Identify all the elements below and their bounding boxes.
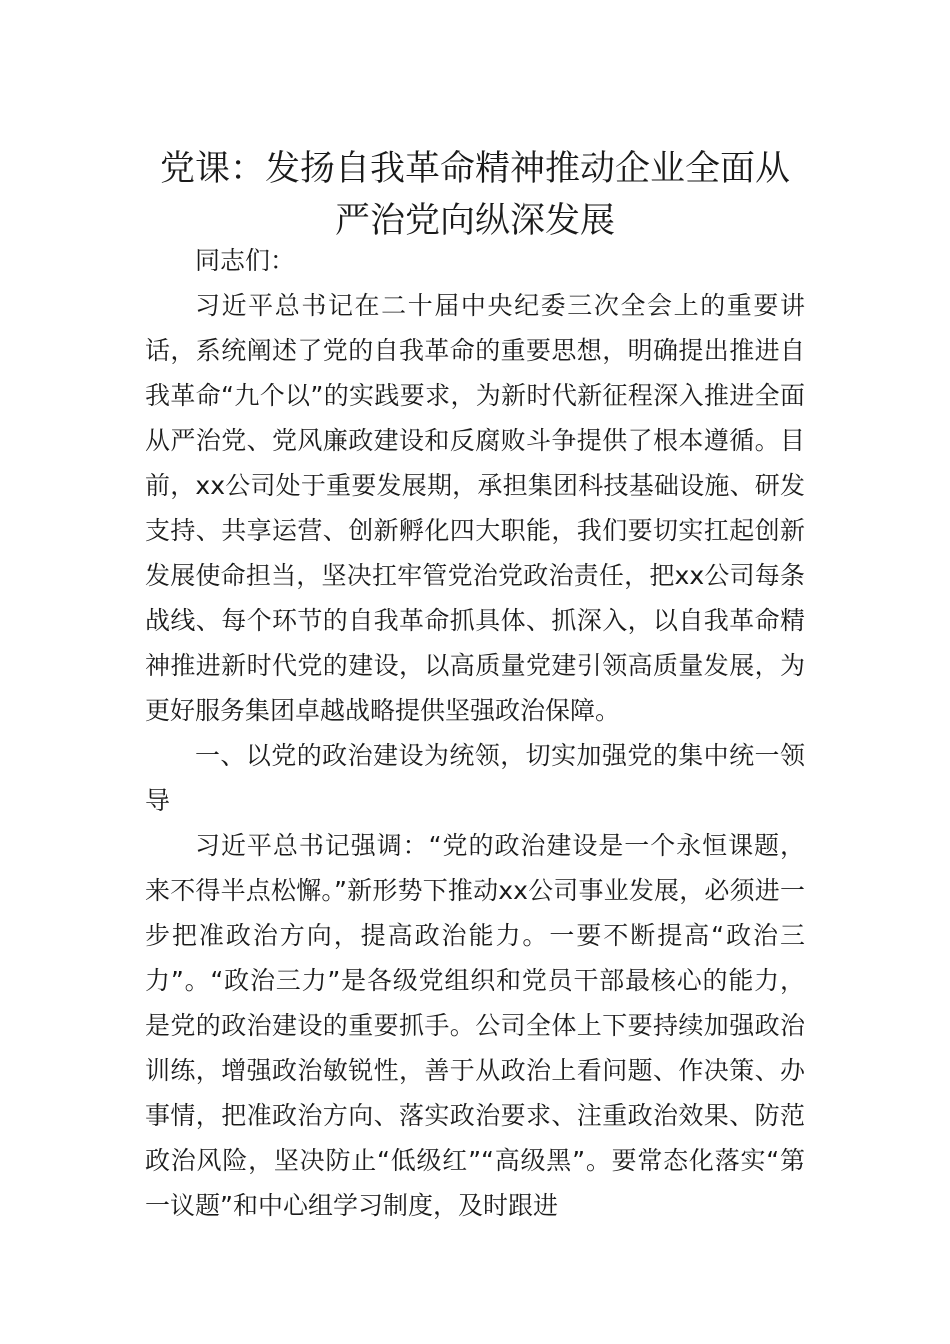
salutation: 同志们：	[195, 246, 296, 275]
section-1-heading: 一、以党的政治建设为统领，切实加强党的集中统一领导	[145, 741, 805, 815]
document-body	[145, 238, 805, 1228]
title-line-1: 党课：发扬自我革命精神推动企业全面从	[159, 149, 790, 190]
document-title	[120, 143, 830, 247]
title-line-2: 严治党向纵深发展	[334, 201, 615, 242]
intro-paragraph: 习近平总书记在二十届中央纪委三次全会上的重要讲话，系统阐述了党的自我革命的重要思想，明确提出推进自我革命“九个以”的实践要求，为新时代新征程深入推进全面从严治党、党风廉政建设和反腐败斗争提供了根本遵循。目前，xx公司处于重要发展期，承担集团科技基础设施、研发支持、共享运营、创新孵化四大职能，我们要切实扛起创新发展使命担当，坚决扛牢管党治党政治责任，把xx公司每条战线、每个环节的自我革命抓具体、抓深入，以自我革命精神推进新时代党的建设，以高质量党建引领高质量发展，为更好服务集团卓越战略提供坚强政治保障。	[145, 291, 805, 725]
section-1-paragraph: 习近平总书记强调：“党的政治建设是一个永恒课题，来不得半点松懈。”新形势下推动xx公司事业发展，必须进一步把准政治方向，提高政治能力。一要不断提高“政治三力”。“政治三力”是各级党组织和党员干部最核心的能力，是党的政治建设的重要抓手。公司全体上下要持续加强政治训练，增强政治敏锐性，善于从政治上看问题、作决策、办事情，把准政治方向、落实政治要求、注重政治效果、防范政治风险，坚决防止“低级红”“高级黑”。要常态化落实“第一议题”和中心组学习制度，及时跟进	[145, 831, 805, 1220]
